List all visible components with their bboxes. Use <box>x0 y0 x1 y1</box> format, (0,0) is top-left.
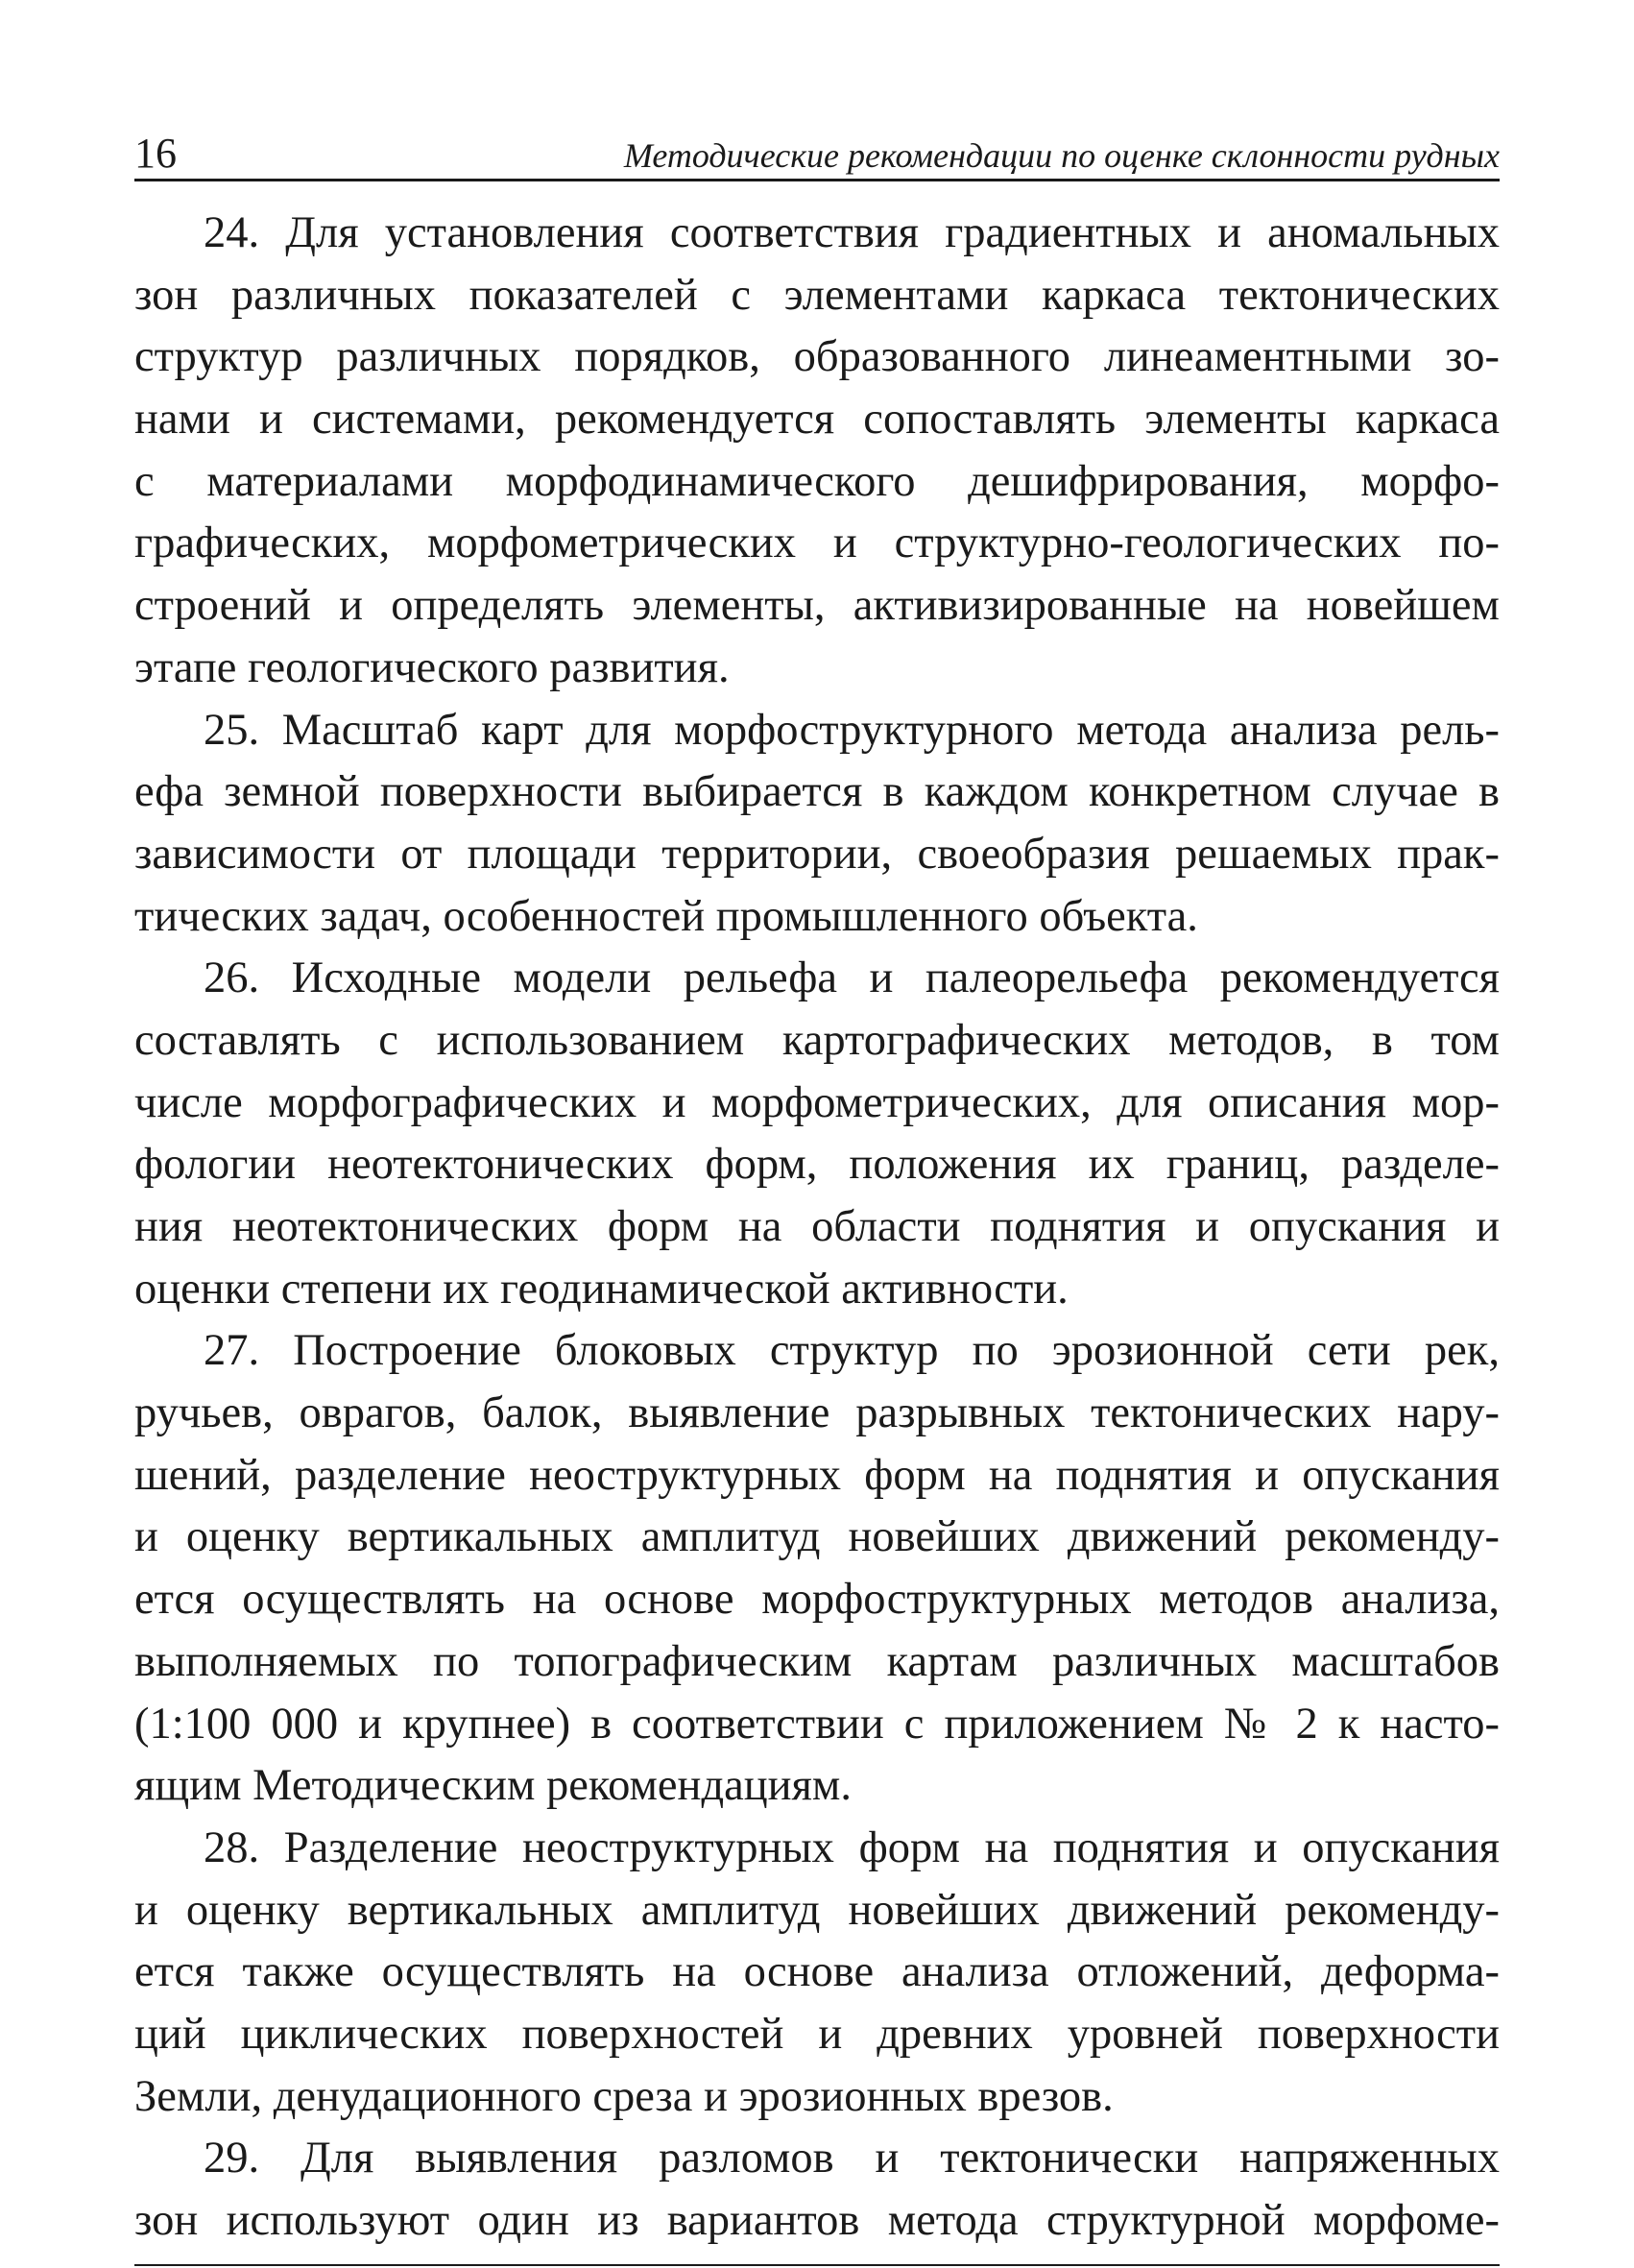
paragraph-27 <box>134 1320 1500 1818</box>
paragraph-26 <box>134 948 1500 1320</box>
paragraph-24 <box>134 203 1500 700</box>
text-line: оценки степени их геодинамической активности. <box>134 1264 1069 1314</box>
text-line: ния неотектонических форм на области поднятия и опускания и <box>134 1202 1500 1251</box>
paragraph-25 <box>134 700 1500 949</box>
book-page <box>134 123 1500 2266</box>
text-line: ется также осуществлять на основе анализа отложений, деформа- <box>134 1947 1500 1997</box>
text-line: нами и системами, рекомендуется сопоставлять элементы каркаса <box>134 395 1500 445</box>
text-line: строений и определять элементы, активизированные на новейшем <box>134 581 1500 631</box>
footer-rule <box>134 2264 1500 2266</box>
paragraph-28 <box>134 1818 1500 2128</box>
paragraph-29 <box>134 2128 1500 2252</box>
text-line: зон различных показателей с элементами каркаса тектонических <box>134 270 1500 320</box>
page-number: 16 <box>134 130 177 177</box>
text-line: (1:100 000 и крупнее) в соответствии с приложением № 2 к насто- <box>134 1699 1500 1749</box>
page-header <box>134 123 1500 181</box>
text-line: ефа земной поверхности выбирается в каждом конкретном случае в <box>134 767 1500 817</box>
text-line: с материалами морфодинамического дешифрирования, морфо- <box>134 456 1500 506</box>
text-line: 28. Разделение неоструктурных форм на поднятия и опускания <box>204 1822 1500 1872</box>
text-line: ящим Методическим рекомендациям. <box>134 1761 852 1811</box>
text-line: ется осуществлять на основе морфоструктурных методов анализа, <box>134 1575 1500 1625</box>
body-text <box>134 203 1500 2253</box>
text-line: фологии неотектонических форм, положения их границ, разделе- <box>134 1140 1500 1190</box>
text-line: ручьев, оврагов, балок, выявление разрывных тектонических нару- <box>134 1388 1500 1438</box>
text-line: и оценку вертикальных амплитуд новейших движений рекоменду- <box>134 1885 1500 1935</box>
text-line: ций циклических поверхностей и древних уровней поверхности <box>134 2009 1500 2059</box>
running-title: Методические рекомендации по оценке склонности рудных <box>623 136 1500 175</box>
text-line: шений, разделение неоструктурных форм на поднятия и опускания <box>134 1450 1500 1500</box>
text-line: этапе геологического развития. <box>134 642 730 692</box>
text-line: 26. Исходные модели рельефа и палеорельефа рекомендуется <box>204 953 1500 1003</box>
text-line: зон используют один из вариантов метода структурной морфоме- <box>134 2196 1500 2245</box>
text-line: и оценку вертикальных амплитуд новейших движений рекоменду- <box>134 1512 1500 1562</box>
text-line: Земли, денудационного среза и эрозионных врезов. <box>134 2071 1114 2121</box>
text-line: тических задач, особенностей промышленного объекта. <box>134 891 1198 941</box>
text-line: 24. Для установления соответствия градиентных и аномальных <box>204 208 1500 257</box>
text-line: 25. Масштаб карт для морфоструктурного метода анализа рель- <box>204 705 1500 755</box>
text-line: числе морфографических и морфометрических, для описания мор- <box>134 1077 1500 1127</box>
text-line: выполняемых по топографическим картам различных масштабов <box>134 1636 1500 1686</box>
text-line: структур различных порядков, образованного линеаментными зо- <box>134 332 1500 382</box>
text-line: составлять с использованием картографических методов, в том <box>134 1015 1500 1065</box>
text-line: графических, морфометрических и структурно-геологических по- <box>134 519 1500 568</box>
text-line: зависимости от площади территории, своеобразия решаемых прак- <box>134 829 1500 879</box>
text-line: 27. Построение блоковых структур по эрозионной сети рек, <box>204 1326 1500 1376</box>
text-line: 29. Для выявления разломов и тектонически напряженных <box>204 2134 1500 2184</box>
